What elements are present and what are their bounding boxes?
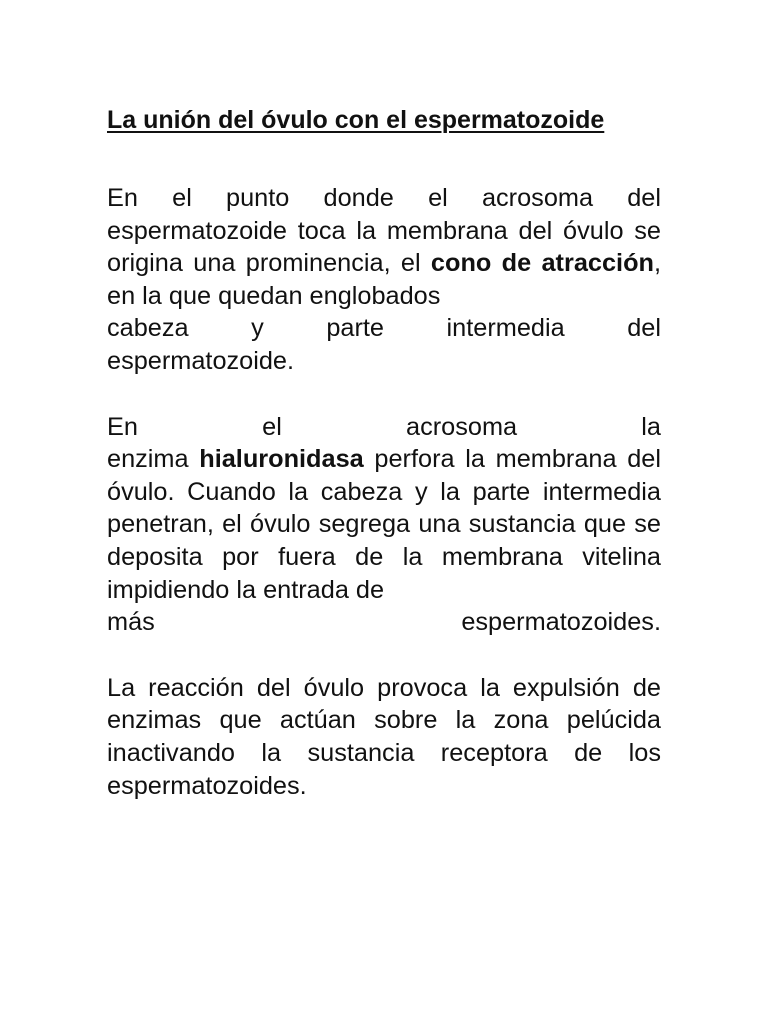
document-title: La unión del óvulo con el espermatozoide xyxy=(107,106,605,134)
paragraph2-last-line: más espermatozoides. xyxy=(107,608,661,637)
paragraph1-text-continuation: , en la que quedan englobados xyxy=(107,249,662,310)
term-hialuronidasa: hialuronidasa xyxy=(199,445,364,474)
paragraph1-text-end: espermatozoide. xyxy=(107,346,295,375)
paragraph-reaccion-ovulo: La reacción del óvulo provoca la expulsión de enzimas que actúan sobre la zona pelúcida inactivando la sustancia receptora de los espermatozoides. xyxy=(107,673,661,800)
document-page xyxy=(107,103,661,802)
paragraph2-text-continuation: perfora la membrana del óvulo. Cuando la cabeza y la parte intermedia penetran, el óvulo segrega una sustancia que se deposita por fuera de la membrana vitelina impidiendo la entrada de xyxy=(107,445,661,604)
paragraph2-text-start: enzima xyxy=(107,445,200,474)
paragraph1-justified-line: cabeza y parte intermedia del xyxy=(107,314,661,343)
paragraph2-first-line: En el acrosoma la xyxy=(107,412,661,441)
paragraph-cono-de-atraccion xyxy=(107,182,661,378)
paragraph1-text-start: En el punto donde el acrosoma del espermatozoide toca la membrana del óvulo se origina una prominencia, el xyxy=(107,184,661,278)
term-cono-de-atraccion: cono de atracción xyxy=(430,249,654,278)
paragraph-hialuronidasa xyxy=(107,411,661,639)
